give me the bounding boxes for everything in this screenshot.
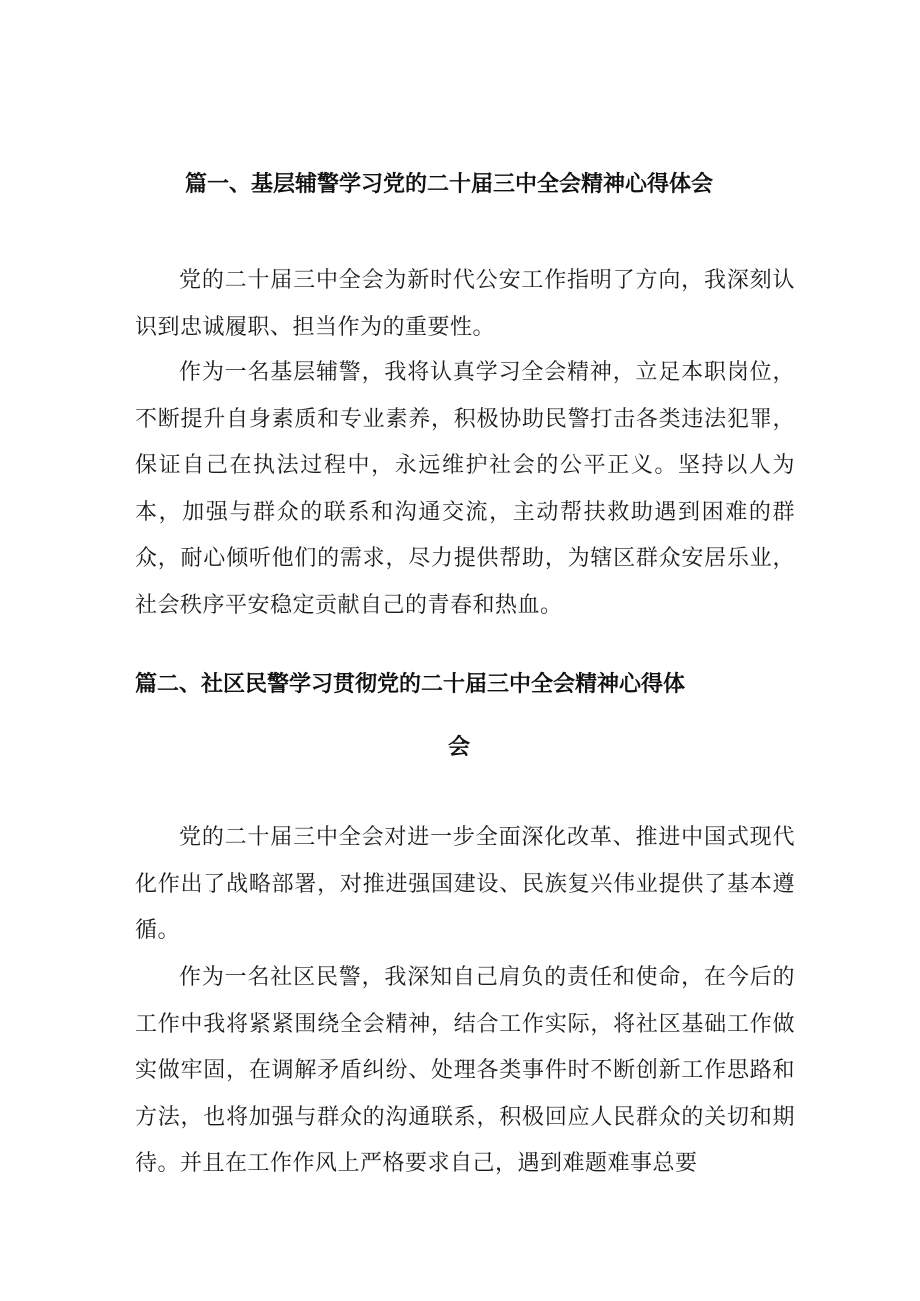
section2-paragraph-1: 党的二十届三中全会对进一步全面深化改革、推进中国式现代化作出了战略部署，对推进强国建设、民族复兴伟业提供了基本遵循。 [135,825,795,943]
section2-title-line1: 篇二、社区民警学习贯彻党的二十届三中全会精神心得体 [135,672,686,697]
section1-paragraph-2: 作为一名基层辅警，我将认真学习全会精神，立足本职岗位，不断提升自身素质和专业素养，积极协助民警打击各类违法犯罪，保证自己在执法过程中，永远维护社会的公平正义。坚持以人为本，加强与群众的联系和沟通交流，主动帮扶救助遇到困难的群众，耐心倾听他们的需求，尽力提供帮助，为辖区群众安居乐业，社会秩序平安稳定贡献自己的青春和热血。 [135,360,795,618]
section1-paragraph-1: 党的二十届三中全会为新时代公安工作指明了方向，我深刻认识到忠诚履职、担当作为的重要性。 [135,268,795,340]
section1-title: 篇一、基层辅警学习党的二十届三中全会精神心得体会 [185,172,714,197]
section2-paragraph-2: 作为一名社区民警，我深知自己肩负的责任和使命，在今后的工作中我将紧紧围绕全会精神，结合工作实际，将社区基础工作做实做牢固，在调解矛盾纠纷、处理各类事件时不断创新工作思路和方法，也将加强与群众的沟通联系，积极回应人民群众的关切和期待。并且在工作作风上严格要求自己，遇到难题难事总要 [135,965,795,1176]
section2-title-line2: 会 [448,735,471,760]
